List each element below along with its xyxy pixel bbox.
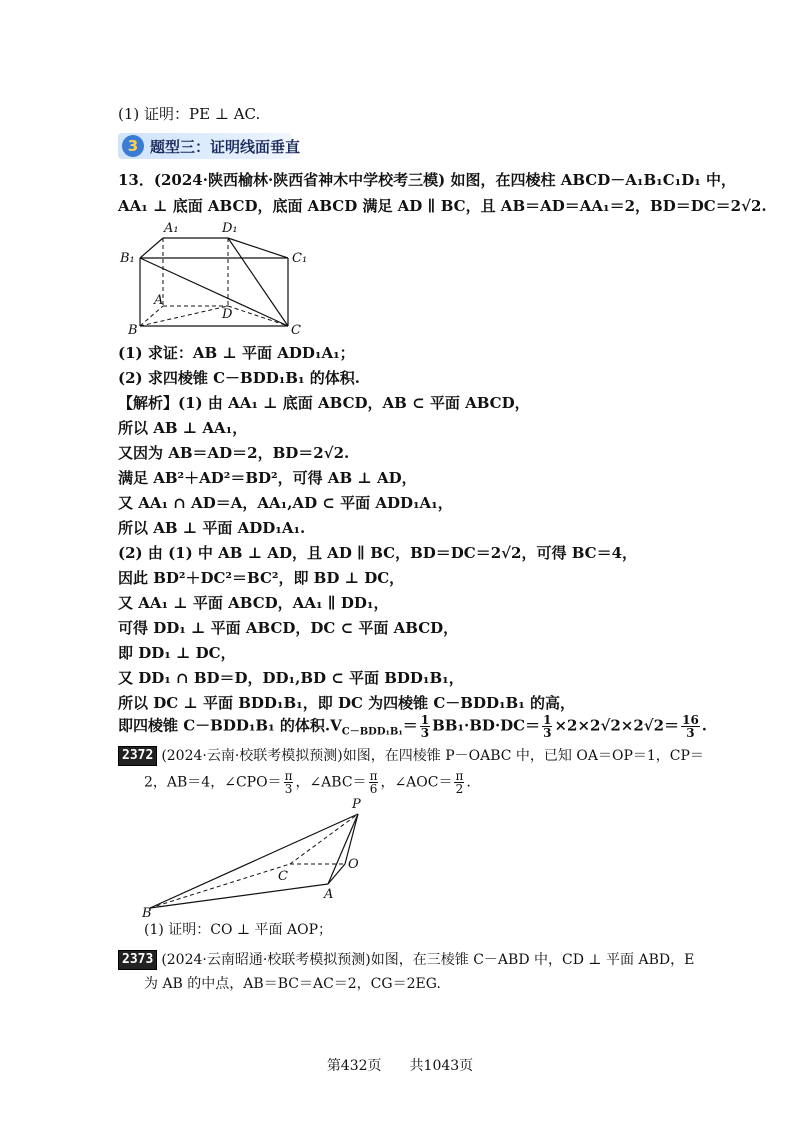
solution-line-7: (2) 由 (1) 中 AB ⊥ AD，且 AD ∥ BC，BD＝DC＝2√2，可得 BC＝4， bbox=[118, 544, 638, 562]
solution-line-11: 即 DD₁ ⊥ DC， bbox=[118, 644, 236, 662]
solution-volume-text: 即四棱锥 C－BDD₁B₁ 的体积. bbox=[118, 716, 331, 735]
solution-line-3: 又因为 AB＝AD＝2，BD＝2√2. bbox=[118, 444, 350, 462]
solution-line-4: 满足 AB²＋AD²＝BD²，可得 AB ⊥ AD， bbox=[118, 469, 417, 487]
volume-product: ×2×2√2×2√2＝ bbox=[554, 716, 680, 735]
solution-line-2: 所以 AB ⊥ AA₁， bbox=[118, 419, 248, 437]
problem-13-question-1: (1) 求证：AB ⊥ 平面 ADD₁A₁； bbox=[118, 344, 355, 362]
label-A: A bbox=[154, 293, 164, 308]
fraction-pi-6: $\frac{\pi}{6}$ bbox=[369, 769, 378, 796]
solution-line-8: 因此 BD²＋DC²＝BC²，即 BD ⊥ DC， bbox=[118, 569, 405, 587]
problem-2373-line1 bbox=[118, 950, 694, 970]
problem-13-question-2: (2) 求四棱锥 C－BDD₁B₁ 的体积. bbox=[118, 369, 360, 387]
solution-line-10: 可得 DD₁ ⊥ 平面 ABCD，DC ⊂ 平面 ABCD， bbox=[118, 619, 459, 637]
label-B: B bbox=[128, 323, 138, 338]
label-A1: A₁ bbox=[164, 221, 179, 236]
problem-2373-line2: 为 AB 的中点，AB＝BC＝AC＝2，CG＝2EG. bbox=[144, 976, 441, 992]
prism-figure bbox=[118, 218, 318, 338]
equals: ＝ bbox=[402, 716, 418, 735]
page-footer: 第432页 共1043页 bbox=[326, 1058, 474, 1074]
solution-line-1: 【解析】(1) 由 AA₁ ⊥ 底面 ABCD，AB ⊂ 平面 ABCD， bbox=[118, 394, 530, 412]
label-B: B bbox=[142, 906, 152, 921]
solution-line-14 bbox=[118, 714, 707, 743]
fraction-one-third-a: $\frac{1}{3}$ bbox=[420, 713, 430, 740]
problem-2372-question-1: (1) 证明：CO ⊥ 平面 AOP； bbox=[144, 922, 332, 938]
fraction-pi-3: $\frac{\pi}{3}$ bbox=[284, 769, 293, 796]
volume-subscript: C－BDD₁B₁ bbox=[341, 726, 403, 738]
problem-number-badge: 2372 bbox=[118, 746, 157, 766]
label-A: A bbox=[324, 887, 334, 902]
pyramid-figure bbox=[140, 796, 390, 921]
problem-2373-text1: (2024·云南昭通·校联考模拟预测)如图，在三棱锥 C－ABD 中，CD ⊥ 平面 ABD，E bbox=[161, 952, 695, 968]
label-B1: B₁ bbox=[120, 251, 135, 266]
solution-line-13: 所以 DC ⊥ 平面 BDD₁B₁，即 DC 为四棱锥 C－BDD₁B₁ 的高， bbox=[118, 694, 576, 712]
problem-2372-text1: (2024·云南·校联考模拟预测)如图，在四棱锥 P－OABC 中，已知 OA＝OP＝1，CP＝ bbox=[161, 748, 704, 764]
volume-formula: BB₁·BD·DC＝ bbox=[432, 716, 541, 735]
label-O: O bbox=[348, 857, 359, 872]
solution-line-5: 又 AA₁ ∩ AD＝A，AA₁,AD ⊂ 平面 ADD₁A₁， bbox=[118, 494, 453, 512]
fraction-one-third-b: $\frac{1}{3}$ bbox=[543, 713, 552, 740]
problem-2372-line1 bbox=[118, 746, 704, 766]
problem-2372-line2: 2，AB＝4，∠CPO＝ $\frac{\pi}{3}$ ，∠ABC＝ $\frac{\pi}{6}$ ，∠AOC＝ $\frac{\pi}{2}$ . bbox=[144, 769, 471, 796]
fraction-pi-2: $\frac{\pi}{2}$ bbox=[455, 769, 464, 796]
previous-part-question: (1) 证明：PE ⊥ AC. bbox=[118, 105, 261, 123]
solution-line-9: 又 AA₁ ⊥ 平面 ABCD，AA₁ ∥ DD₁， bbox=[118, 594, 389, 612]
label-C: C bbox=[278, 869, 288, 884]
period: . bbox=[701, 716, 708, 735]
problem-13-line2: AA₁ ⊥ 底面 ABCD，底面 ABCD 满足 AD ∥ BC，且 AB＝AD＝AA₁＝2，BD＝DC＝2√2. bbox=[118, 197, 767, 215]
solution-line-12: 又 DD₁ ∩ BD＝D，DD₁,BD ⊂ 平面 BDD₁B₁， bbox=[118, 669, 464, 687]
fraction-result: $\frac{16}{3}$ bbox=[682, 713, 699, 740]
label-C1: C₁ bbox=[292, 251, 308, 266]
solution-line-6: 所以 AB ⊥ 平面 ADD₁A₁. bbox=[118, 519, 306, 537]
problem-number-badge: 2373 bbox=[118, 950, 157, 970]
label-D1: D₁ bbox=[222, 221, 238, 236]
label-D: D bbox=[222, 307, 233, 322]
section-number-badge: 3 bbox=[122, 135, 144, 157]
label-P: P bbox=[352, 797, 361, 812]
label-C: C bbox=[291, 323, 301, 338]
problem-13-line1: 13．(2024·陕西榆林·陕西省神木中学校考三模) 如图，在四棱柱 ABCD－A₁B₁C₁D₁ 中， bbox=[118, 171, 737, 189]
section-title: 题型三：证明线面垂直 bbox=[150, 138, 301, 156]
volume-symbol: V bbox=[330, 716, 342, 735]
